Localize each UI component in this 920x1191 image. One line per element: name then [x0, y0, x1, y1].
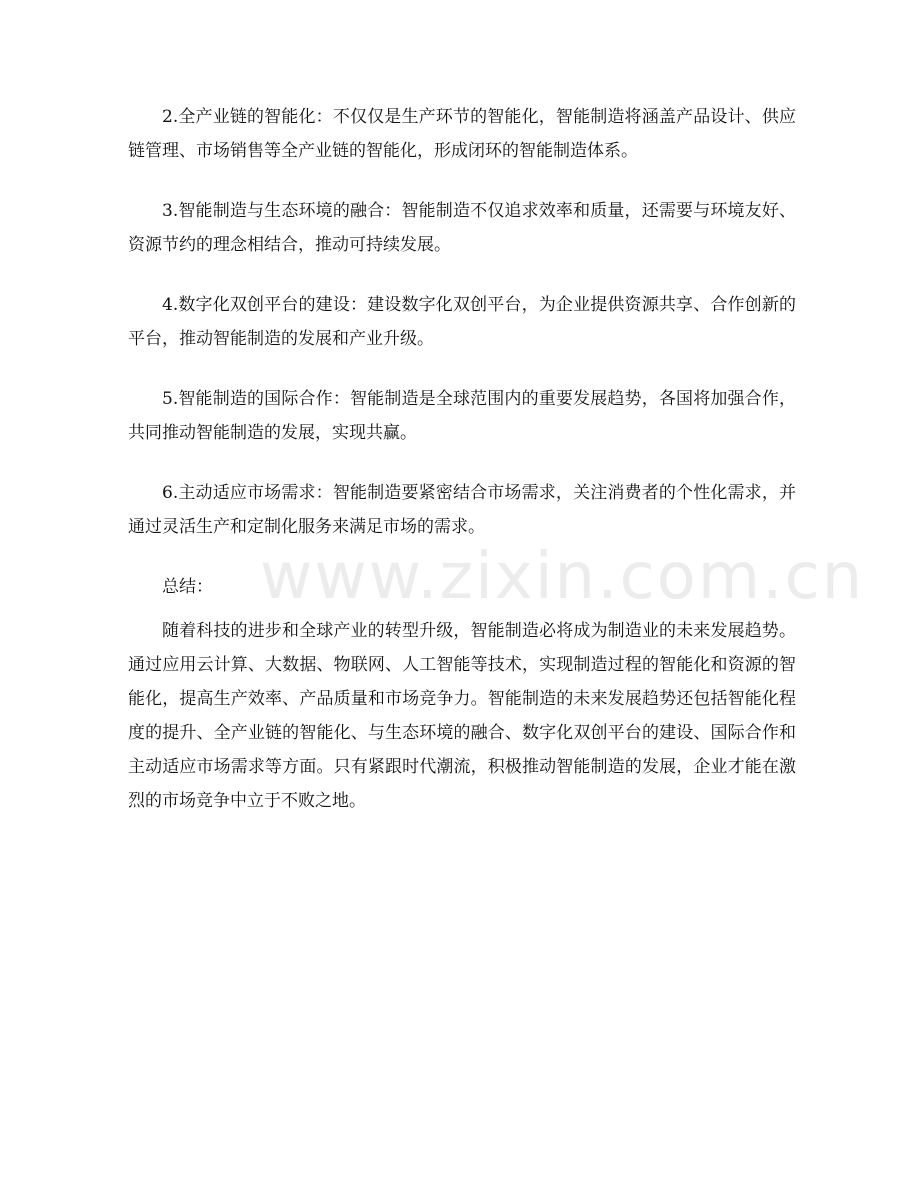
paragraph-item-4: 4.数字化双创平台的建设：建设数字化双创平台，为企业提供资源共享、合作创新的平台，推动智能制造的发展和产业升级。: [128, 295, 796, 349]
summary-heading: 总结：: [162, 577, 213, 597]
document-body: [128, 100, 865, 844]
paragraph-item-3: 3.智能制造与生态环境的融合：智能制造不仅追求效率和质量，还需要与环境友好、资源节约的理念相结合，推动可持续发展。: [128, 201, 796, 255]
paragraph-item-6: 6.主动适应市场需求：智能制造要紧密结合市场需求，关注消费者的个性化需求，并通过灵活生产和定制化服务来满足市场的需求。: [128, 483, 796, 537]
watermark: www.zixin.com.cn: [260, 540, 865, 614]
paragraph-item-2: 2.全产业链的智能化：不仅仅是生产环节的智能化，智能制造将涵盖产品设计、供应链管理、市场销售等全产业链的智能化，形成闭环的智能制造体系。: [128, 107, 796, 161]
summary-paragraph: 随着科技的进步和全球产业的转型升级，智能制造必将成为制造业的未来发展趋势。通过应用云计算、大数据、物联网、人工智能等技术，实现制造过程的智能化和资源的智能化，提高生产效率、产品质量和市场竞争力。智能制造的未来发展趋势还包括智能化程度的提升、全产业链的智能化、与生态环境的融合、数字化双创平台的建设、国际合作和主动适应市场需求等方面。只有紧跟时代潮流，积极推动智能制造的发展，企业才能在激烈的市场竞争中立于不败之地。: [128, 621, 796, 811]
paragraph-item-5: 5.智能制造的国际合作：智能制造是全球范围内的重要发展趋势，各国将加强合作，共同推动智能制造的发展，实现共赢。: [128, 389, 796, 443]
